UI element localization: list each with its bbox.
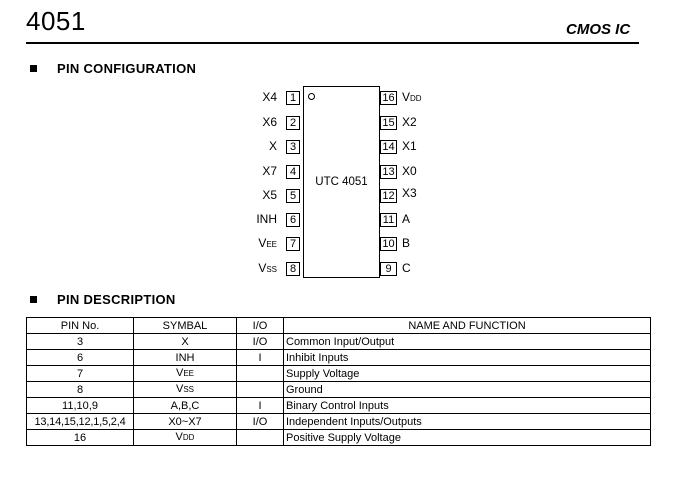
header-name-function: NAME AND FUNCTION xyxy=(284,318,651,334)
pin-number: 14 xyxy=(380,140,397,154)
pin-name: X1 xyxy=(402,139,417,153)
pin-number: 2 xyxy=(286,116,300,130)
cell-symbol: VSS xyxy=(134,382,237,398)
header-pin-no: PIN No. xyxy=(27,318,134,334)
pin-number: 5 xyxy=(286,189,300,203)
pin-name: X4 xyxy=(262,90,277,104)
pin-name: X3 xyxy=(402,186,417,200)
cell-symbol: X xyxy=(134,334,237,350)
cell-function: Supply Voltage xyxy=(284,366,651,382)
table-row xyxy=(27,430,651,446)
cell-function: Positive Supply Voltage xyxy=(284,430,651,446)
pin-name: A xyxy=(402,212,411,226)
pin-name: X6 xyxy=(262,115,277,129)
pin-number: 15 xyxy=(380,116,397,130)
pin-configuration-label: PIN CONFIGURATION xyxy=(57,61,197,76)
cell-io xyxy=(237,366,284,382)
cell-function: Common Input/Output xyxy=(284,334,651,350)
table-row xyxy=(27,350,651,366)
cell-pin: 3 xyxy=(27,334,134,350)
cell-io: I/O xyxy=(237,334,284,350)
pin-number: 16 xyxy=(380,91,397,105)
pin-name-vdd: VDD xyxy=(402,90,422,104)
cell-io xyxy=(237,430,284,446)
cell-pin: 13,14,15,12,1,5,2,4 xyxy=(27,414,134,430)
pin-number: 1 xyxy=(286,91,300,105)
pin-name-vee: VEE xyxy=(258,236,277,250)
pin-name: C xyxy=(402,261,411,275)
cell-pin: 6 xyxy=(27,350,134,366)
doc-title: 4051 xyxy=(26,6,86,36)
cell-pin: 8 xyxy=(27,382,134,398)
cell-function: Ground xyxy=(284,382,651,398)
pin-number: 6 xyxy=(286,213,300,227)
cell-pin: 11,10,9 xyxy=(27,398,134,414)
table-row xyxy=(27,382,651,398)
cell-io: I/O xyxy=(237,414,284,430)
pin-name: X7 xyxy=(262,164,277,178)
pin-description-table xyxy=(26,317,651,446)
pin-number: 4 xyxy=(286,165,300,179)
pin-name: X5 xyxy=(262,188,277,202)
pin-number: 10 xyxy=(380,237,397,251)
cell-pin: 16 xyxy=(27,430,134,446)
pin-configuration-heading xyxy=(30,61,196,76)
pin-number: 8 xyxy=(286,262,300,276)
table-row xyxy=(27,414,651,430)
pin-name-vss: VSS xyxy=(258,261,277,275)
cell-symbol: INH xyxy=(134,350,237,366)
cell-symbol: X0~X7 xyxy=(134,414,237,430)
bullet-square-icon xyxy=(30,296,37,303)
header-rule xyxy=(26,42,639,44)
cell-function: Inhibit Inputs xyxy=(284,350,651,366)
cell-function: Binary Control Inputs xyxy=(284,398,651,414)
pin-name: X2 xyxy=(402,115,417,129)
table-row xyxy=(27,334,651,350)
cell-symbol: A,B,C xyxy=(134,398,237,414)
pin-name: INH xyxy=(256,212,277,226)
pin-name: B xyxy=(402,236,411,250)
pin-number: 11 xyxy=(380,213,397,227)
table-header-row xyxy=(27,318,651,334)
table-row xyxy=(27,398,651,414)
cell-symbol: VEE xyxy=(134,366,237,382)
pin-description-label: PIN DESCRIPTION xyxy=(57,292,176,307)
cell-pin: 7 xyxy=(27,366,134,382)
pin-number: 9 xyxy=(380,262,397,276)
header-symbol: SYMBAL xyxy=(134,318,237,334)
pin-name: X xyxy=(268,139,277,153)
pin-number: 12 xyxy=(380,189,397,203)
pin-number: 7 xyxy=(286,237,300,251)
pin-number: 13 xyxy=(380,165,397,179)
cell-io: I xyxy=(237,398,284,414)
pin-description-heading xyxy=(30,292,176,307)
cell-symbol: VDD xyxy=(134,430,237,446)
bullet-square-icon xyxy=(30,65,37,72)
cell-io xyxy=(237,382,284,398)
pin1-marker-icon xyxy=(308,93,315,100)
pin-name: X0 xyxy=(402,164,417,178)
chip-label: UTC 4051 xyxy=(315,176,368,188)
pin-number: 3 xyxy=(286,140,300,154)
header-io: I/O xyxy=(237,318,284,334)
table-row xyxy=(27,366,651,382)
cell-function: Independent Inputs/Outputs xyxy=(284,414,651,430)
cell-io: I xyxy=(237,350,284,366)
doc-category-tag: CMOS IC xyxy=(566,21,631,38)
